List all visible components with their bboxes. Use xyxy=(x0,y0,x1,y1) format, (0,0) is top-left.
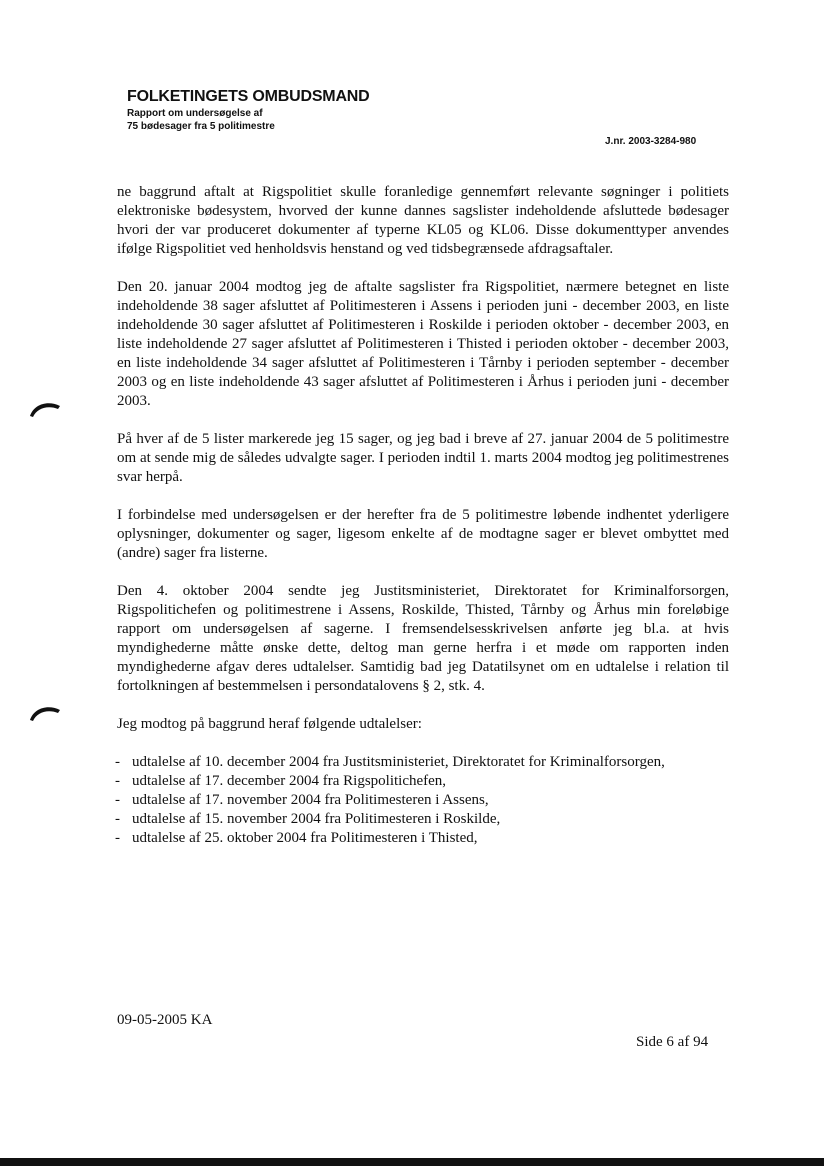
list-item: - udtalelse af 17. december 2004 fra Rigspolitichefen, xyxy=(117,772,729,791)
list-item: - udtalelse af 25. oktober 2004 fra Politimesteren i Thisted, xyxy=(117,829,729,848)
statements-list xyxy=(117,753,729,848)
punch-hole-mark-icon xyxy=(28,702,62,722)
report-subtitle-line-2: 75 bødesager fra 5 politimestre xyxy=(127,121,275,132)
report-subtitle-line-1: Rapport om undersøgelse af xyxy=(127,108,263,119)
scan-bottom-edge xyxy=(0,1158,824,1166)
paragraph-6: Jeg modtog på baggrund heraf følgende udtalelser: xyxy=(117,716,422,732)
list-item: - udtalelse af 10. december 2004 fra Justitsministeriet, Direktoratet for Kriminalforsorgen, xyxy=(117,753,729,772)
document-body xyxy=(117,183,729,848)
punch-hole-mark-icon xyxy=(28,398,62,418)
paragraph-1: ne baggrund aftalt at Rigspolitiet skulle foranledige gennemført relevante søgninger i politiets elektroniske bødesystem, hvorved der kunne dannes sagslister indeholdende afsluttede bødesager hvori der var produceret dokumenter af typerne KL05 og KL06. Disse dokumenttyper anvendes ifølge Rigspolitiet ved henholdsvis henstand og ved tidsbegrænsede afdragsaftaler. xyxy=(117,184,729,257)
list-item: - udtalelse af 15. november 2004 fra Politimesteren i Roskilde, xyxy=(117,810,729,829)
list-item: - udtalelse af 17. november 2004 fra Politimesteren i Assens, xyxy=(117,791,729,810)
footer-date-initials: 09-05-2005 KA xyxy=(117,1012,213,1028)
journal-number: J.nr. 2003-3284-980 xyxy=(605,136,697,147)
organization-name: FOLKETINGETS OMBUDSMAND xyxy=(127,88,370,105)
paragraph-3: På hver af de 5 lister markerede jeg 15 sager, og jeg bad i breve af 27. januar 2004 de 5 politimestre om at sende mig de således udvalgte sager. I perioden indtil 1. marts 2004 modtog jeg politimestrenes svar herpå. xyxy=(117,431,729,485)
footer-page-number: Side 6 af 94 xyxy=(636,1034,709,1050)
paragraph-4: I forbindelse med undersøgelsen er der herefter fra de 5 politimestre løbende indhentet yderligere oplysninger, dokumenter og sager, ligesom enkelte af de modtagne sager er blevet ombyttet med (andre) sager fra listerne. xyxy=(117,507,729,561)
paragraph-5: Den 4. oktober 2004 sendte jeg Justitsministeriet, Direktoratet for Kriminalforsorgen, Rigspolitichefen og politimestrene i Assens, Roskilde, Thisted, Tårnby og Århus min foreløbige rapport om undersøgelsen af sagerne. I fremsendelsesskrivelsen anførte jeg bl.a. at hvis myndighederne måtte ønske dette, deltog man gerne herfra i et møde om rapporten inden myndighederne afgav deres udtalelser. Samtidig bad jeg Datatilsynet om en udtalelse i relation til fortolkningen af bestemmelsen i persondatalovens § 2, stk. 4. xyxy=(117,583,729,694)
paragraph-2: Den 20. januar 2004 modtog jeg de aftalte sagslister fra Rigspolitiet, nærmere betegnet en liste indeholdende 38 sager afsluttet af Politimesteren i Assens i perioden juni - december 2003, en liste indeholdende 30 sager afsluttet af Politimesteren i Roskilde i perioden oktober - december 2003, en liste indeholdende 27 sager afsluttet af Politimesteren i Thisted i perioden oktober - december 2003, en liste indeholdende 34 sager afsluttet af Politimesteren i Tårnby i perioden september - december 2003 og en liste indeholdende 43 sager afsluttet af Politimesteren i Århus i perioden juni - december 2003. xyxy=(117,279,729,409)
